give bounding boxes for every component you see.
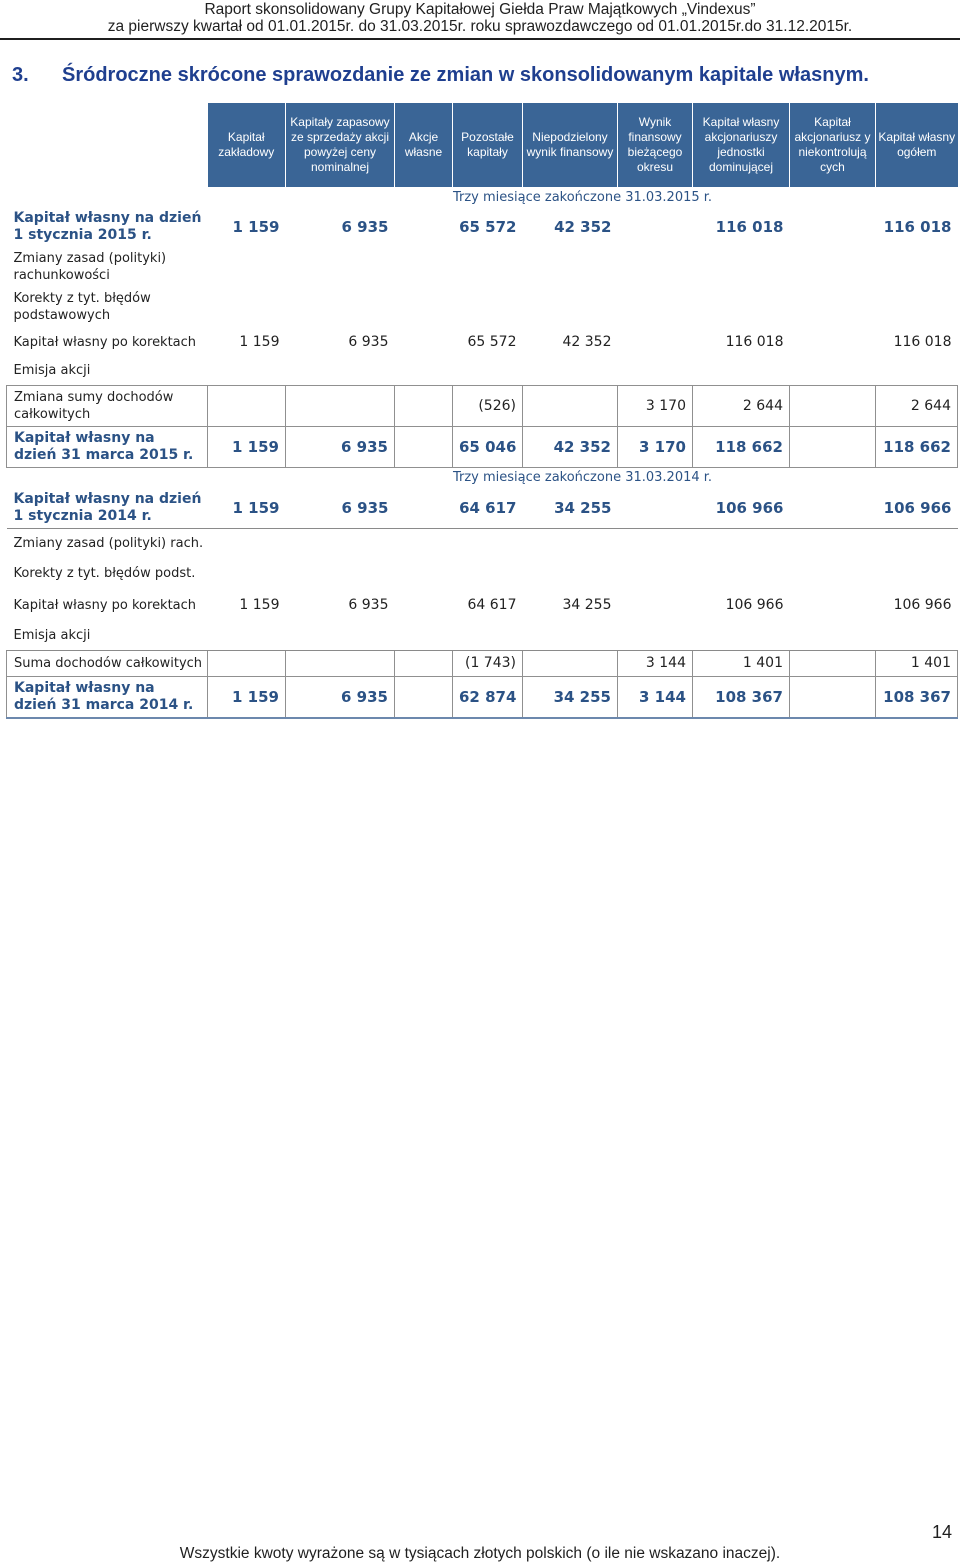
- cell-value: [208, 650, 286, 676]
- cell-value: [618, 488, 693, 529]
- page-number: 14: [931, 1522, 952, 1542]
- row-label: Zmiany zasad (polityki) rach.: [13, 535, 204, 551]
- cell-value: 64 617: [467, 597, 517, 613]
- cell-value: 118 662: [693, 426, 790, 467]
- cell-value: [790, 676, 876, 718]
- period-label-2015: Trzy miesiące zakończone 31.03.2015 r.: [452, 189, 713, 205]
- cell-value: 6 935: [286, 676, 395, 718]
- footer-note: Wszystkie kwoty wyrażone są w tysiącach złotych polskich (o ile nie wskazano inaczej).: [179, 1545, 781, 1562]
- row-label: Kapitał własny na dzień 31 marca 2014 r.: [7, 676, 208, 718]
- header-divider: [0, 38, 960, 40]
- col-header-share-capital: Kapitał zakładowy: [208, 103, 286, 187]
- cell-value: 1 401: [693, 650, 790, 676]
- cell-value: 34 255: [523, 488, 618, 529]
- column-header-row: [7, 103, 958, 187]
- cell-value: [790, 385, 876, 426]
- cell-value: 65 572: [459, 218, 517, 236]
- cell-value: [790, 426, 876, 467]
- cell-value: 116 018: [893, 334, 952, 350]
- cell-value: 6 935: [286, 426, 395, 467]
- cell-value: 116 018: [725, 334, 784, 350]
- cell-value: [395, 676, 453, 718]
- row-label: Korekty z tyt. błędów podstawowych: [13, 291, 151, 323]
- section-title: [12, 64, 869, 87]
- cell-value: [790, 327, 876, 357]
- section-title-text: Śródroczne skrócone sprawozdanie ze zmian w skonsolidowanym kapitale własnym.: [62, 64, 869, 86]
- cell-value: 116 018: [715, 218, 784, 236]
- row-label: Kapitał własny na dzień 1 stycznia 2014 r.: [7, 488, 208, 529]
- cell-value: [523, 385, 618, 426]
- cell-value: (526): [453, 385, 523, 426]
- row-after-corrections-2015: [7, 327, 958, 357]
- row-comprehensive-income-2014: [7, 650, 958, 676]
- cell-value: [790, 588, 876, 622]
- period-row-2015: [7, 187, 958, 207]
- cell-value: [395, 488, 453, 529]
- cell-value: 3 170: [618, 426, 693, 467]
- row-closing-2014: [7, 676, 958, 718]
- cell-value: 2 644: [693, 385, 790, 426]
- row-opening-2015: [7, 207, 958, 247]
- cell-value: 6 935: [286, 488, 395, 529]
- cell-value: 62 874: [453, 676, 523, 718]
- row-label: Suma dochodów całkowitych: [7, 650, 208, 676]
- cell-value: [286, 650, 395, 676]
- col-header-retained-earnings: Niepodzielony wynik finansowy: [523, 103, 618, 187]
- cell-value: 116 018: [883, 218, 952, 236]
- row-policy-changes-2015: [7, 247, 958, 287]
- cell-value: 65 572: [467, 334, 517, 350]
- cell-value: 3 144: [618, 650, 693, 676]
- cell-value: [208, 385, 286, 426]
- cell-value: 106 966: [725, 597, 784, 613]
- row-error-corrections-2015: [7, 287, 958, 327]
- header-blank-cell: [7, 103, 208, 187]
- col-header-share-premium: Kapitały zapasowy ze sprzedaży akcji powyżej ceny nominalnej: [286, 103, 395, 187]
- row-label: Kapitał własny po korektach: [13, 597, 197, 613]
- col-header-current-result: Wynik finansowy bieżącego okresu: [618, 103, 693, 187]
- row-label: Kapitał własny na dzień 1 stycznia 2015 r.: [13, 210, 202, 243]
- report-header-title: Raport skonsolidowany Grupy Kapitałowej Giełda Praw Majątkowych „Vindexus”: [204, 1, 756, 18]
- period-label-2014: Trzy miesiące zakończone 31.03.2014 r.: [452, 470, 713, 485]
- period-row-2014: [7, 467, 958, 488]
- cell-value: 106 966: [876, 488, 958, 529]
- cell-value: 34 255: [523, 676, 618, 718]
- cell-value: 1 401: [876, 650, 958, 676]
- row-share-issue-2014: [7, 622, 958, 650]
- row-error-corrections-2014: [7, 558, 958, 588]
- row-label: Zmiana sumy dochodów całkowitych: [7, 385, 208, 426]
- cell-value: 1 159: [239, 597, 280, 613]
- cell-value: 1 159: [208, 426, 286, 467]
- cell-value: [618, 207, 693, 247]
- cell-value: 2 644: [876, 385, 958, 426]
- col-header-non-controlling: Kapitał akcjonariusz y niekontrolują cych: [790, 103, 876, 187]
- cell-value: 1 159: [232, 218, 280, 236]
- equity-changes-table-wrapper: [6, 103, 957, 719]
- cell-value: [286, 385, 395, 426]
- cell-value: [395, 650, 453, 676]
- cell-value: [395, 385, 453, 426]
- cell-value: [523, 650, 618, 676]
- equity-changes-table: [6, 103, 958, 719]
- cell-value: [395, 588, 453, 622]
- cell-value: 1 159: [208, 676, 286, 718]
- cell-value: 1 159: [208, 488, 286, 529]
- cell-value: 118 662: [876, 426, 958, 467]
- cell-value: [395, 327, 453, 357]
- cell-value: 106 966: [893, 597, 952, 613]
- col-header-other-capital: Pozostałe kapitały: [453, 103, 523, 187]
- row-label: Kapitał własny po korektach: [13, 334, 197, 350]
- row-comprehensive-income-2015: [7, 385, 958, 426]
- row-opening-2014: [7, 488, 958, 529]
- cell-value: 3 170: [618, 385, 693, 426]
- row-closing-2015: [7, 426, 958, 467]
- cell-value: [790, 650, 876, 676]
- col-header-treasury-shares: Akcje własne: [395, 103, 453, 187]
- row-label: Zmiany zasad (polityki) rachunkowości: [13, 251, 167, 283]
- cell-value: 108 367: [876, 676, 958, 718]
- report-header-period: za pierwszy kwartał od 01.01.2015r. do 31.03.2015r. roku sprawozdawczego od 01.01.2015r.do 31.12.2015r.: [107, 18, 853, 35]
- cell-value: [395, 426, 453, 467]
- cell-value: 6 935: [348, 597, 389, 613]
- cell-value: [790, 207, 876, 247]
- cell-value: 3 144: [618, 676, 693, 718]
- col-header-parent-equity: Kapitał własny akcjonariuszy jednostki dominującej: [693, 103, 790, 187]
- row-label: Kapitał własny na dzień 31 marca 2015 r.: [7, 426, 208, 467]
- cell-value: [618, 327, 693, 357]
- cell-value: 6 935: [348, 334, 389, 350]
- row-share-issue-2015: [7, 357, 958, 385]
- cell-value: [790, 488, 876, 529]
- cell-value: 108 367: [693, 676, 790, 718]
- row-label: Korekty z tyt. błędów podst.: [13, 565, 196, 581]
- col-header-total-equity: Kapitał własny ogółem: [876, 103, 958, 187]
- cell-value: 65 046: [453, 426, 523, 467]
- cell-value: 34 255: [562, 597, 612, 613]
- cell-value: 106 966: [693, 488, 790, 529]
- cell-value: 1 159: [239, 334, 280, 350]
- cell-value: [618, 588, 693, 622]
- cell-value: 64 617: [453, 488, 523, 529]
- row-label: Emisja akcji: [13, 363, 91, 379]
- row-policy-changes-2014: [7, 528, 958, 558]
- cell-value: 42 352: [523, 426, 618, 467]
- row-after-corrections-2014: [7, 588, 958, 622]
- cell-value: 42 352: [554, 218, 612, 236]
- row-label: Emisja akcji: [7, 622, 208, 650]
- cell-value: [395, 207, 453, 247]
- cell-value: 6 935: [341, 218, 389, 236]
- section-number: 3.: [12, 64, 29, 86]
- cell-value: (1 743): [453, 650, 523, 676]
- cell-value: 42 352: [562, 334, 612, 350]
